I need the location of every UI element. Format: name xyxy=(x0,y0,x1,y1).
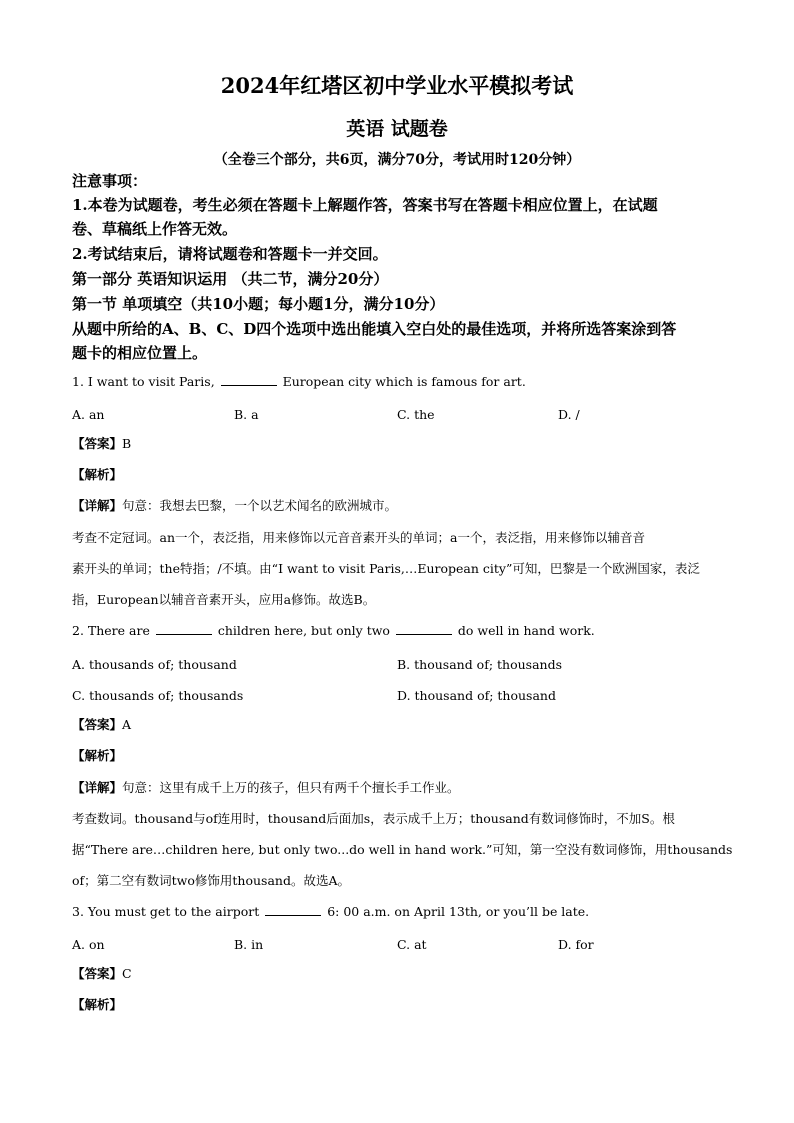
question-2-option-d: D. thousand of; thousand xyxy=(397,688,556,703)
question-3-answer xyxy=(72,968,132,981)
notes-heading: 注意事项： xyxy=(72,172,148,190)
question-2-explanation-line-1: 考查数词。thousand与of连用时，thousand后面加s，表示成千上万；thousand有数词修饰时，不加S。根 xyxy=(72,811,675,826)
answer-label: 【答案】 xyxy=(72,717,123,732)
detail-text: 句意：我想去巴黎，一个以艺术闻名的欧洲城市。 xyxy=(122,498,398,513)
part-1-heading: 第一部分 英语知识运用 （共二节，满分20分） xyxy=(72,270,389,288)
question-1-answer xyxy=(72,438,131,451)
question-2-option-a: A. thousands of; thousand xyxy=(72,657,237,672)
answer-blank xyxy=(221,384,277,386)
question-3-stem-part: 6: 00 a.m. on April 13th, or you’ll be late. xyxy=(323,904,590,919)
section-1-heading: 第一节 单项填空（共10小题；每小题1分，满分10分） xyxy=(72,295,445,313)
exam-title: 2024年红塔区初中学业水平模拟考试 xyxy=(220,73,574,98)
answer-blank xyxy=(396,633,452,635)
question-1-explanation-line-1: 考查不定冠词。an一个，表泛指，用来修饰以元音音素开头的单词；a一个，表泛指，用来修饰以辅音音 xyxy=(72,530,645,545)
answer-label: 【答案】 xyxy=(72,436,123,451)
question-2-answer xyxy=(72,719,131,732)
answer-value: A xyxy=(122,717,132,732)
question-3-option-d: D. for xyxy=(558,937,594,952)
question-3-option-c: C. at xyxy=(397,937,427,952)
question-2-stem-part: do well in hand work. xyxy=(453,623,595,638)
question-1-detail xyxy=(72,500,397,513)
instructions-line-2: 题卡的相应位置上。 xyxy=(72,344,208,362)
detail-text: 句意：这里有成千上万的孩子，但只有两千个擅长手工作业。 xyxy=(122,780,460,795)
answer-blank xyxy=(156,633,212,635)
exam-subtitle: 英语 试题卷 xyxy=(346,118,448,140)
question-2-option-c: C. thousands of; thousands xyxy=(72,688,244,703)
question-1-stem-part: 1. I want to visit Paris, xyxy=(72,374,219,389)
question-2-stem-part: children here, but only two xyxy=(213,623,394,638)
question-2-stem xyxy=(72,625,595,638)
question-1-option-b: B. a xyxy=(234,407,259,422)
question-3-stem xyxy=(72,906,589,919)
question-2-explanation-line-3: of；第二空有数词two修饰用thousand。故选A。 xyxy=(72,873,350,888)
notes-item-2: 2.考试结束后，请将试题卷和答题卡一并交回。 xyxy=(72,245,388,263)
instructions-line-1: 从题中所给的A、B、C、D四个选项中选出能填入空白处的最佳选项，并将所选答案涂到答 xyxy=(72,320,677,338)
question-2-stem-part: 2. There are xyxy=(72,623,154,638)
answer-value: B xyxy=(122,436,132,451)
question-1-analysis-label: 【解析】 xyxy=(72,467,123,482)
question-1-stem-part: European city which is famous for art. xyxy=(278,374,526,389)
answer-label: 【答案】 xyxy=(72,966,123,981)
question-1-option-c: C. the xyxy=(397,407,435,422)
question-2-explanation-line-2: 据“There are…children here, but only two...do well in hand work.”可知，第一空没有数词修饰，用thousands xyxy=(72,842,733,857)
question-3-option-b: B. in xyxy=(234,937,264,952)
detail-label: 【详解】 xyxy=(72,498,123,513)
exam-info: （全卷三个部分，共6页，满分70分，考试用时120分钟） xyxy=(213,152,581,168)
question-3-option-a: A. on xyxy=(72,937,105,952)
notes-item-1-line-1: 1.本卷为试题卷，考生必须在答题卡上解题作答，答案书写在答题卡相应位置上，在试题 xyxy=(72,196,658,214)
question-1-explanation-line-2: 素开头的单词；the特指；/不填。由“I want to visit Paris,…European city”可知，巴黎是一个欧洲国家，表泛 xyxy=(72,561,700,576)
notes-item-1-line-2: 卷、草稿纸上作答无效。 xyxy=(72,220,238,238)
question-2-detail xyxy=(72,782,460,795)
question-1-explanation-line-3: 指，European以辅音音素开头，应用a修饰。故选B。 xyxy=(72,592,376,607)
question-1-option-d: D. / xyxy=(558,407,580,422)
question-1-option-a: A. an xyxy=(72,407,105,422)
question-1-stem xyxy=(72,376,526,389)
question-3-analysis-label: 【解析】 xyxy=(72,997,123,1012)
detail-label: 【详解】 xyxy=(72,780,123,795)
question-2-analysis-label: 【解析】 xyxy=(72,748,123,763)
answer-blank xyxy=(265,914,321,916)
answer-value: C xyxy=(122,966,132,981)
question-3-stem-part: 3. You must get to the airport xyxy=(72,904,264,919)
question-2-option-b: B. thousand of; thousands xyxy=(397,657,562,672)
